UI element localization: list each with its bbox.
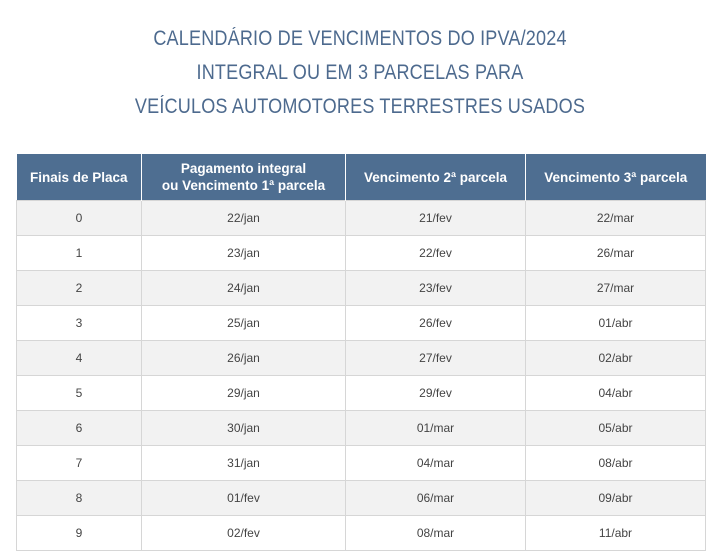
cell-plate: 0 (17, 201, 142, 236)
cell-plate: 8 (17, 481, 142, 516)
header-full-payment-line1: Pagamento integral (180, 161, 307, 176)
header-second-installment: Vencimento 2ª parcela (346, 154, 526, 201)
table-header-row (17, 154, 706, 201)
cell-third-due: 04/abr (526, 376, 706, 411)
table-row (17, 271, 706, 306)
cell-second-due: 21/fev (346, 201, 526, 236)
cell-second-due: 04/mar (346, 446, 526, 481)
table-row (17, 481, 706, 516)
cell-first-due: 25/jan (142, 306, 346, 341)
header-full-payment-line2: ou Vencimento 1ª parcela (161, 178, 326, 193)
cell-third-due: 26/mar (526, 236, 706, 271)
cell-third-due: 08/abr (526, 446, 706, 481)
header-plate-endings: Finais de Placa (17, 154, 142, 201)
table-row (17, 516, 706, 551)
cell-plate: 4 (17, 341, 142, 376)
cell-third-due: 01/abr (526, 306, 706, 341)
cell-third-due: 27/mar (526, 271, 706, 306)
cell-second-due: 22/fev (346, 236, 526, 271)
cell-third-due: 02/abr (526, 341, 706, 376)
header-full-payment (142, 154, 346, 201)
table-row (17, 201, 706, 236)
cell-first-due: 29/jan (142, 376, 346, 411)
cell-first-due: 31/jan (142, 446, 346, 481)
ipva-calendar-table (16, 154, 706, 551)
cell-plate: 6 (17, 411, 142, 446)
cell-first-due: 26/jan (142, 341, 346, 376)
title-line-3: VEÍCULOS AUTOMOTORES TERRESTRES USADOS (134, 95, 586, 118)
cell-second-due: 01/mar (346, 411, 526, 446)
title-line-2: INTEGRAL OU EM 3 PARCELAS PARA (196, 61, 524, 84)
cell-first-due: 02/fev (142, 516, 346, 551)
cell-third-due: 11/abr (526, 516, 706, 551)
cell-first-due: 22/jan (142, 201, 346, 236)
cell-second-due: 23/fev (346, 271, 526, 306)
cell-plate: 2 (17, 271, 142, 306)
cell-second-due: 06/mar (346, 481, 526, 516)
table-row (17, 411, 706, 446)
cell-plate: 9 (17, 516, 142, 551)
cell-third-due: 22/mar (526, 201, 706, 236)
cell-third-due: 05/abr (526, 411, 706, 446)
table-row (17, 236, 706, 271)
cell-second-due: 26/fev (346, 306, 526, 341)
title-line-1: CALENDÁRIO DE VENCIMENTOS DO IPVA/2024 (153, 27, 567, 50)
cell-plate: 1 (17, 236, 142, 271)
cell-third-due: 09/abr (526, 481, 706, 516)
table-row (17, 376, 706, 411)
cell-plate: 7 (17, 446, 142, 481)
cell-plate: 5 (17, 376, 142, 411)
header-third-installment: Vencimento 3ª parcela (526, 154, 706, 201)
table-row (17, 306, 706, 341)
cell-first-due: 30/jan (142, 411, 346, 446)
cell-plate: 3 (17, 306, 142, 341)
table-row (17, 446, 706, 481)
cell-second-due: 08/mar (346, 516, 526, 551)
cell-first-due: 23/jan (142, 236, 346, 271)
cell-second-due: 29/fev (346, 376, 526, 411)
page-title (0, 0, 720, 124)
cell-first-due: 24/jan (142, 271, 346, 306)
table-row (17, 341, 706, 376)
cell-first-due: 01/fev (142, 481, 346, 516)
cell-second-due: 27/fev (346, 341, 526, 376)
